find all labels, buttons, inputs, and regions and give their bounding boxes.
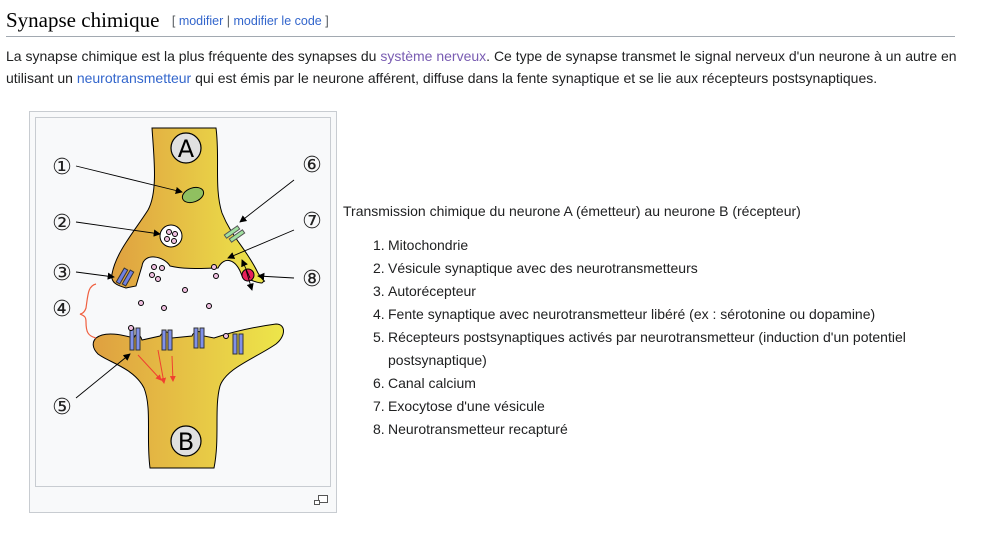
bracket-open: [ xyxy=(171,14,176,28)
separator: | xyxy=(226,14,231,28)
section-heading xyxy=(6,6,955,37)
synapse-diagram[interactable] xyxy=(35,117,331,487)
intro-paragraph xyxy=(6,45,966,89)
legend-number: 6. xyxy=(373,375,385,391)
link-systeme-nerveux[interactable]: système nerveux xyxy=(380,48,487,64)
legend-number: 4. xyxy=(373,306,385,322)
legend-text: Canal calcium xyxy=(388,375,476,391)
figure-caption: Transmission chimique du neurone A (émetteur) au neurone B (récepteur) xyxy=(343,203,801,219)
legend-item xyxy=(343,372,943,395)
legend-number: 5. xyxy=(373,329,385,345)
legend-text: Mitochondrie xyxy=(388,237,469,253)
link-neurotransmetteur[interactable]: neurotransmetteur xyxy=(76,70,192,86)
edit-link[interactable]: modifier xyxy=(178,14,224,28)
label-7: ⑦ xyxy=(302,209,322,234)
neuron-a-label: A xyxy=(177,135,195,163)
text: . Ce type de synapse transmet le signal nerveux d'un neurone à un autre en utilisant un xyxy=(6,48,957,86)
label-4: ④ xyxy=(52,297,72,322)
legend-text: Neurotransmetteur recapturé xyxy=(388,421,568,437)
legend-item xyxy=(343,395,943,418)
legend-item xyxy=(343,326,943,372)
legend-item xyxy=(343,257,943,280)
legend-text: Récepteurs postsynaptiques activés par neurotransmetteur (induction d'un potentiel postsynaptique) xyxy=(388,329,906,368)
label-1: ① xyxy=(52,155,72,180)
magnify-icon[interactable] xyxy=(314,495,328,506)
label-3: ③ xyxy=(52,261,72,286)
label-2: ② xyxy=(52,211,72,236)
neuron-b-label: B xyxy=(177,428,195,456)
legend-number: 3. xyxy=(373,283,385,299)
legend-text: Autorécepteur xyxy=(388,283,476,299)
label-6: ⑥ xyxy=(302,153,322,178)
synapse-illustration xyxy=(36,118,330,486)
legend-text: Fente synaptique avec neurotransmetteur libéré (ex : sérotonine ou dopamine) xyxy=(388,306,876,322)
cleft-brace xyxy=(80,284,96,338)
legend-number: 8. xyxy=(373,421,385,437)
text: qui est émis par le neurone afférent, diffuse dans la fente synaptique et se lie aux récepteurs postsynaptiques. xyxy=(191,70,878,86)
legend-item xyxy=(343,234,943,257)
figure-thumbnail xyxy=(29,111,337,513)
section-title: Synapse chimique xyxy=(6,8,160,32)
reuptake-icon xyxy=(242,269,254,281)
edit-section xyxy=(172,14,329,28)
legend-item xyxy=(343,303,943,326)
postsynaptic-receptor-icon xyxy=(130,328,134,350)
legend-list xyxy=(343,234,943,441)
text: La synapse chimique est la plus fréquente des synapses du xyxy=(6,48,381,64)
bracket-close: ] xyxy=(325,14,329,28)
legend-number: 2. xyxy=(373,260,385,276)
vesicle-icon xyxy=(160,225,182,247)
label-8: ⑧ xyxy=(302,267,322,292)
legend-text: Vésicule synaptique avec des neurotransmetteurs xyxy=(388,260,698,276)
legend-number: 7. xyxy=(373,398,385,414)
edit-code-link[interactable]: modifier le code xyxy=(233,14,322,28)
legend-item xyxy=(343,280,943,303)
legend-item xyxy=(343,418,943,441)
label-5: ⑤ xyxy=(52,395,72,420)
legend-text: Exocytose d'une vésicule xyxy=(388,398,545,414)
legend-number: 1. xyxy=(373,237,385,253)
